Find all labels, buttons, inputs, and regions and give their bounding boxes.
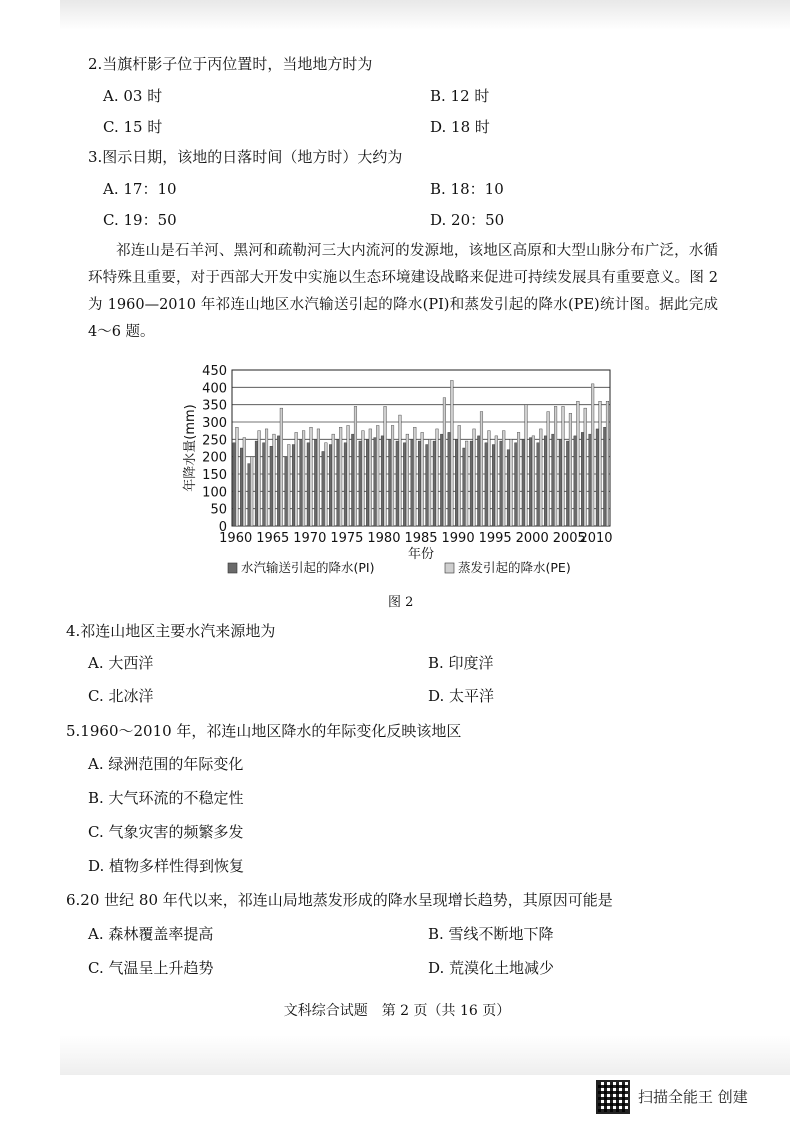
bar-pe [273, 434, 276, 526]
bar-pe [428, 439, 431, 526]
bar-pe [384, 406, 387, 526]
bar-pe [391, 425, 394, 526]
bar-pi [522, 439, 525, 526]
question-3-option-b: B. 18：10 [430, 180, 504, 198]
question-5-stem: 5.1960～2010 年，祁连山地区降水的年际变化反映该地区 [66, 722, 462, 740]
bar-pi [477, 436, 480, 526]
bar-pi [240, 448, 243, 526]
bar-pe [591, 384, 594, 526]
x-tick-label: 1980 [367, 531, 401, 546]
question-2-option-b: B. 12 时 [430, 87, 490, 105]
bar-pe [465, 441, 468, 526]
y-tick-label: 450 [202, 364, 227, 379]
bar-pi [277, 436, 280, 526]
legend-swatch-pe [445, 563, 454, 573]
x-tick-label: 1985 [404, 531, 438, 546]
x-tick-label: 1975 [330, 531, 364, 546]
bar-pe [362, 431, 365, 526]
precipitation-chart [180, 362, 630, 588]
question-4-option-b: B. 印度洋 [428, 654, 494, 672]
x-tick-label: 1960 [219, 531, 253, 546]
question-6-option-c: C. 气温呈上升趋势 [88, 959, 214, 977]
bar-pi [292, 445, 295, 526]
bar-pi [314, 439, 317, 526]
bar-pi [322, 451, 325, 526]
bar-pe [421, 432, 424, 526]
bar-pe [606, 401, 609, 526]
question-4-option-d: D. 太平洋 [428, 687, 495, 705]
y-tick-label: 0 [218, 520, 227, 535]
bar-pi [248, 464, 251, 526]
y-tick-label: 350 [202, 398, 227, 414]
bar-pe [406, 434, 409, 526]
bar-pi [485, 443, 488, 526]
bar-pe [339, 427, 342, 526]
qr-code-icon [596, 1080, 630, 1114]
bar-pi [255, 441, 258, 526]
bar-pi [544, 436, 547, 526]
question-3-option-c: C. 19：50 [103, 211, 177, 229]
bar-pe [584, 408, 587, 526]
question-2-option-a: A. 03 时 [103, 87, 163, 105]
y-tick-label: 200 [202, 450, 227, 466]
watermark-text: 扫描全能王 创建 [638, 1088, 748, 1106]
passage-text: 祁连山是石羊河、黑河和疏勒河三大内流河的发源地，该地区高原和大型山脉分布广泛，水循环特殊且重要，对于西部大开发中实施以生态环境建设战略来促进可持续发展具有重要意义。图 2 为 1960—2010 年祁连山地区水汽输送引起的降水(PI)和蒸发引起的降水(PE)统计图。据此完成 4～6 题。 [88, 243, 718, 340]
bar-pi [589, 434, 592, 526]
bar-pi [492, 445, 495, 526]
bar-pe [258, 431, 261, 526]
x-tick-label: 1995 [478, 531, 512, 546]
x-tick-label: 2010 [579, 531, 613, 546]
question-6-option-b: B. 雪线不断地下降 [428, 925, 554, 943]
bar-pi [455, 439, 458, 526]
bar-pi [552, 434, 555, 526]
scan-shadow-top [60, 0, 790, 30]
bar-pe [599, 401, 602, 526]
x-tick-label: 1970 [293, 531, 327, 546]
bar-pe [502, 431, 505, 526]
bar-pi [396, 441, 399, 526]
y-axis-title: 年降水量(mm) [183, 404, 198, 492]
bar-pe [236, 427, 239, 526]
question-3-option-a: A. 17：10 [103, 180, 177, 198]
bar-pe [443, 398, 446, 526]
bar-pe [450, 380, 453, 526]
bar-pe [562, 406, 565, 526]
bar-pe [569, 413, 572, 526]
bar-pi [263, 443, 266, 526]
question-3-option-d: D. 20：50 [430, 211, 505, 229]
bar-pi [433, 441, 436, 526]
x-tick-label: 2005 [552, 531, 586, 546]
bar-pi [344, 443, 347, 526]
bar-pe [265, 429, 268, 526]
bar-pe [332, 434, 335, 526]
bar-pi [270, 446, 273, 526]
bar-pi [596, 429, 599, 526]
bar-pi [366, 439, 369, 526]
bar-pi [566, 441, 569, 526]
bar-pe [324, 443, 327, 526]
bar-pe [510, 439, 513, 526]
bar-pi [233, 443, 236, 526]
bar-pe [376, 425, 379, 526]
bar-pi [300, 439, 303, 526]
legend-swatch-pi [228, 563, 237, 573]
question-4-stem: 4.祁连山地区主要水汽来源地为 [66, 622, 276, 640]
question-6-stem: 6.20 世纪 80 年代以来，祁连山局地蒸发形成的降水呈现增长趋势，其原因可能是 [66, 891, 613, 909]
question-5-option-a: A. 绿洲范围的年际变化 [88, 755, 244, 773]
bar-pe [413, 427, 416, 526]
bar-pi [285, 457, 288, 526]
bar-pi [381, 436, 384, 526]
bar-pi [500, 441, 503, 526]
question-6-option-a: A. 森林覆盖率提高 [88, 925, 214, 943]
x-tick-label: 2000 [515, 531, 549, 546]
bar-pi [418, 441, 421, 526]
bar-pi [448, 432, 451, 526]
bar-pe [436, 429, 439, 526]
bar-pi [603, 427, 606, 526]
bar-pe [280, 408, 283, 526]
bar-pe [317, 429, 320, 526]
question-2-option-c: C. 15 时 [103, 118, 163, 136]
y-tick-label: 400 [202, 381, 227, 397]
bar-pi [537, 443, 540, 526]
legend-label-pi: 水汽输送引起的降水(PI) [241, 560, 375, 575]
bar-pi [374, 438, 377, 526]
question-4-option-a: A. 大西洋 [88, 654, 154, 672]
bar-pe [547, 412, 550, 526]
bar-pi [559, 439, 562, 526]
bar-pi [389, 439, 392, 526]
bar-pi [529, 438, 532, 526]
y-tick-label: 50 [210, 502, 227, 518]
page-footer: 文科综合试题 第 2 页（共 16 页） [283, 1003, 511, 1019]
bar-pe [554, 406, 557, 526]
bar-pe [369, 429, 372, 526]
x-tick-label: 1990 [441, 531, 475, 546]
bar-pe [347, 425, 350, 526]
question-5-option-c: C. 气象灾害的频繁多发 [88, 823, 244, 841]
bar-pe [302, 431, 305, 526]
question-5-option-d: D. 植物多样性得到恢复 [88, 857, 245, 875]
scan-shadow-bottom [60, 1035, 790, 1075]
bar-pe [517, 432, 520, 526]
x-tick-label: 1965 [256, 531, 290, 546]
bar-pi [515, 443, 518, 526]
question-5-option-b: B. 大气环流的不稳定性 [88, 789, 244, 807]
question-4-option-c: C. 北冰洋 [88, 687, 154, 705]
bar-pi [403, 443, 406, 526]
question-2-stem: 2.当旗杆影子位于丙位置时，当地地方时为 [88, 55, 373, 73]
bar-pi [337, 439, 340, 526]
bar-pi [359, 441, 362, 526]
y-tick-label: 300 [202, 416, 227, 431]
bar-pi [411, 439, 414, 526]
question-6-option-d: D. 荒漠化土地减少 [428, 959, 555, 977]
bar-pe [525, 405, 528, 526]
bar-pe [458, 425, 461, 526]
question-2-option-d: D. 18 时 [430, 118, 490, 136]
y-tick-label: 250 [202, 433, 227, 449]
bar-pe [354, 406, 357, 526]
bar-pi [581, 432, 584, 526]
bar-pe [295, 432, 298, 526]
y-tick-label: 100 [202, 485, 227, 501]
bar-pe [287, 445, 290, 526]
scanner-watermark [596, 1080, 786, 1114]
bar-pi [426, 445, 429, 526]
bar-pi [307, 443, 310, 526]
bar-pe [576, 401, 579, 526]
passage [88, 238, 718, 346]
figure-caption: 图 2 [388, 595, 414, 610]
bar-pe [250, 457, 253, 526]
bar-pe [473, 429, 476, 526]
bar-pe [310, 427, 313, 526]
y-tick-label: 150 [202, 468, 227, 483]
bar-pi [574, 436, 577, 526]
bar-pi [470, 441, 473, 526]
bar-pe [495, 436, 498, 526]
bar-pe [532, 436, 535, 526]
bar-pe [243, 438, 246, 526]
bar-pe [539, 429, 542, 526]
legend-label-pe: 蒸发引起的降水(PE) [458, 560, 571, 575]
bar-pi [463, 448, 466, 526]
bar-pi [440, 434, 443, 526]
bar-pe [399, 415, 402, 526]
bar-pi [351, 434, 354, 526]
question-3-stem: 3.图示日期，该地的日落时间（地方时）大约为 [88, 148, 403, 166]
bar-pi [329, 445, 332, 526]
x-axis-title: 年份 [407, 547, 435, 562]
bar-pi [507, 450, 510, 526]
bar-pe [488, 431, 491, 526]
bar-pe [480, 412, 483, 526]
